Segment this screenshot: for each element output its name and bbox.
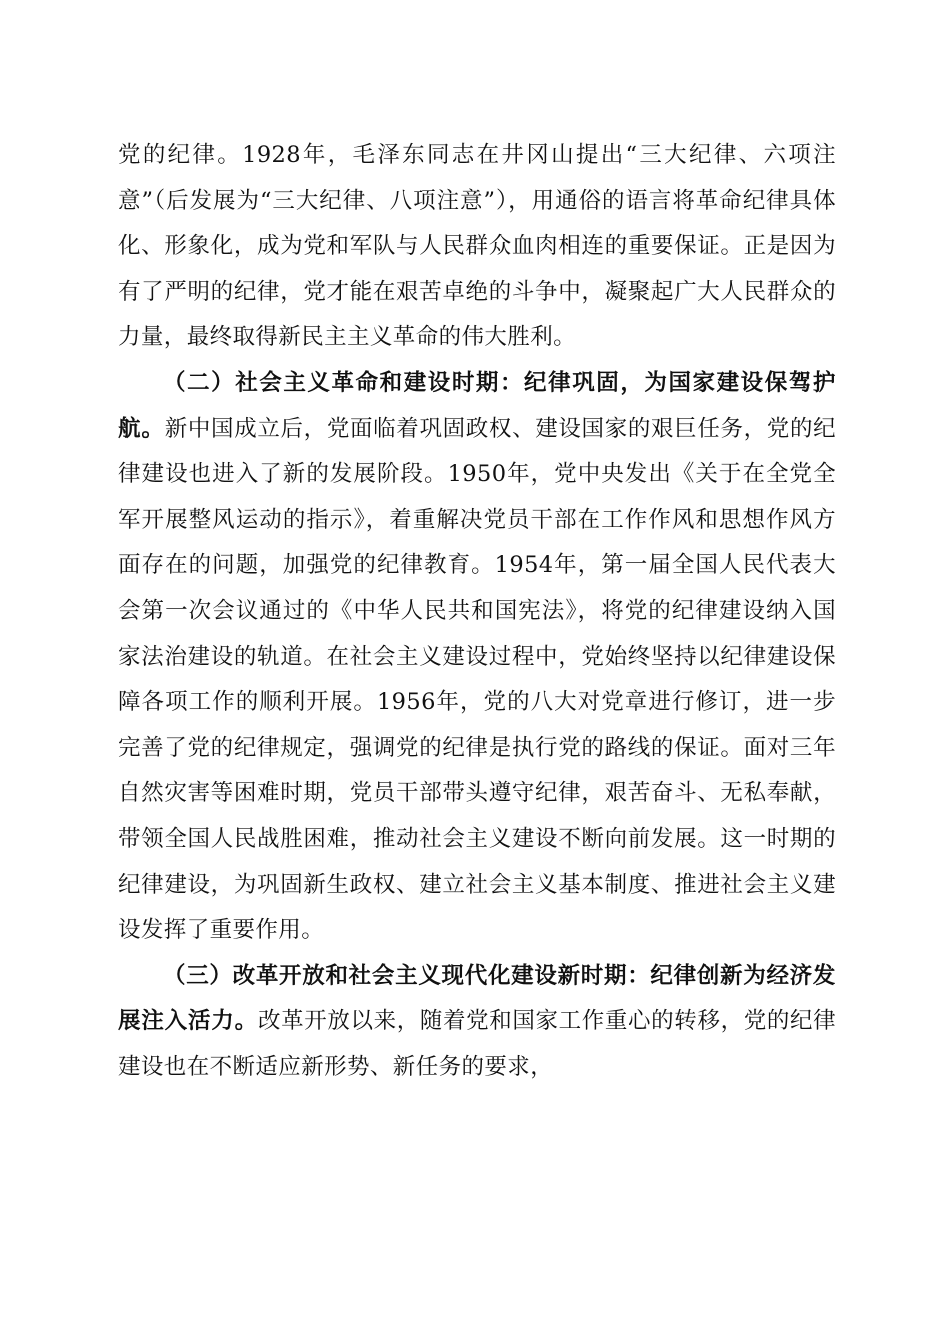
section-heading-3: （三）改革开放和社会主义现代化建设新时期：纪律创新为经济发展注入活力。 — [118, 962, 836, 1035]
section-heading-2: （二）社会主义革命和建设时期：纪律巩固，为国家建设保驾护航。 — [118, 369, 836, 442]
document-page — [118, 133, 836, 1090]
paragraph-1 — [118, 133, 836, 361]
paragraph-2-text: 新中国成立后，党面临着巩固政权、建设国家的艰巨任务，党的纪律建设也进入了新的发展阶段。1950年，党中央发出《关于在全党全军开展整风运动的指示》，着重解决党员干部在工作作风和思想作风方面存在的问题，加强党的纪律教育。1954年，第一届全国人民代表大会第一次会议通过的《中华人民共和国宪法》，将党的纪律建设纳入国家法治建设的轨道。在社会主义建设过程中，党始终坚持以纪律建设保障各项工作的顺利开展。1956年，党的八大对党章进行修订，进一步完善了党的纪律规定，强调党的纪律是执行党的路线的保证。面对三年自然灾害等困难时期，党员干部带头遵守纪律，艰苦奋斗、无私奉献，带领全国人民战胜困难，推动社会主义建设不断向前发展。这一时期的纪律建设，为巩固新生政权、建立社会主义基本制度、推进社会主义建设发挥了重要作用。 — [118, 415, 836, 944]
paragraph-3-text: 改革开放以来，随着党和国家工作重心的转移，党的纪律建设也在不断适应新形势、新任务的要求， — [118, 1008, 836, 1080]
paragraph-1-text: 党的纪律。1928年，毛泽东同志在井冈山提出“三大纪律、六项注意”（后发展为“三大纪律、八项注意”），用通俗的语言将革命纪律具体化、形象化，成为党和军队与人民群众血肉相连的重要保证。正是因为有了严明的纪律，党才能在艰苦卓绝的斗争中，凝聚起广大人民群众的力量，最终取得新民主主义革命的伟大胜利。 — [118, 142, 836, 351]
paragraph-2 — [118, 361, 836, 954]
paragraph-3 — [118, 954, 836, 1091]
